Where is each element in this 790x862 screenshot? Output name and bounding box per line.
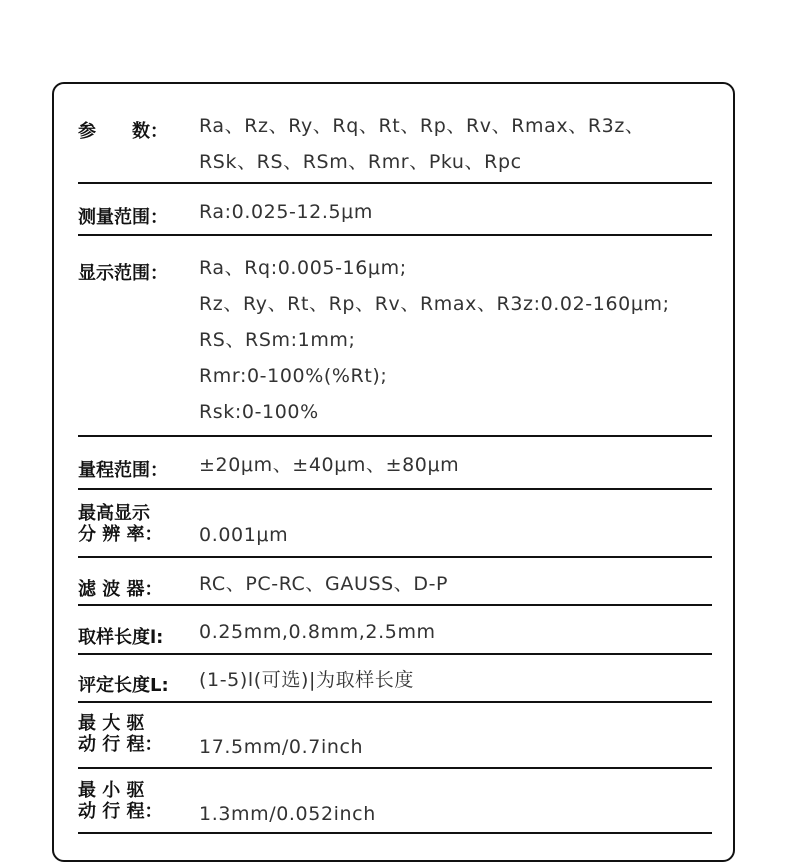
spec-value	[199, 447, 459, 483]
spec-label-line: 分 辨 率：	[78, 524, 163, 545]
spec-value-line: Rmr:0-100%(%Rt);	[199, 365, 388, 387]
spec-label: 显示范围：	[78, 263, 168, 284]
spec-value	[199, 108, 645, 180]
spec-label-line: 最 小 驱	[78, 780, 145, 801]
spec-value	[199, 517, 288, 553]
spec-value	[199, 194, 373, 230]
spec-label: 评定长度L:	[78, 675, 169, 696]
spec-value-line: Ra:0.025-12.5μm	[199, 201, 373, 223]
spec-label-line: 动 行 程：	[78, 734, 163, 755]
spec-label: 测量范围：	[78, 207, 168, 228]
row-divider	[78, 182, 712, 184]
row-divider	[78, 767, 712, 769]
spec-label: 量程范围：	[78, 460, 168, 481]
spec-label: 滤 波 器：	[78, 579, 163, 600]
spec-value-line: Ra、Rz、Ry、Rq、Rt、Rp、Rv、Rmax、R3z、	[199, 115, 645, 137]
spec-value-line: 0.001μm	[199, 524, 289, 546]
spec-value	[199, 614, 436, 650]
row-divider	[78, 435, 712, 437]
spec-value-line: Rz、Ry、Rt、Rp、Rv、Rmax、R3z:0.02-160μm;	[199, 293, 670, 315]
spec-value	[199, 729, 363, 765]
spec-label: 参 数：	[78, 121, 168, 142]
spec-value-line: RS、RSm:1mm;	[199, 329, 356, 351]
spec-label-line: 最 大 驱	[78, 713, 145, 734]
spec-value-line: (1-5)l(可选)|为取样长度	[199, 669, 414, 691]
row-divider	[78, 556, 712, 558]
spec-value-line: 17.5mm/0.7inch	[199, 736, 364, 758]
spec-value-line: 1.3mm/0.052inch	[199, 803, 376, 825]
spec-value-line: ±20μm、±40μm、±80μm	[199, 454, 460, 476]
spec-value	[199, 566, 448, 602]
spec-label-line: 最高显示	[78, 503, 150, 524]
row-divider	[78, 832, 712, 834]
spec-label	[78, 713, 163, 755]
spec-value-line: Ra、Rq:0.005-16μm;	[199, 257, 407, 279]
spec-label	[78, 780, 163, 822]
row-divider	[78, 701, 712, 703]
spec-label	[78, 503, 163, 545]
spec-value	[199, 796, 376, 832]
spec-value	[199, 662, 414, 698]
row-divider	[78, 653, 712, 655]
spec-value-line: 0.25mm,0.8mm,2.5mm	[199, 621, 436, 643]
spec-label-line: 动 行 程：	[78, 801, 163, 822]
row-divider	[78, 234, 712, 236]
spec-value-line: RC、PC-RC、GAUSS、D-P	[199, 573, 449, 595]
row-divider	[78, 604, 712, 606]
spec-label: 取样长度l:	[78, 627, 164, 648]
spec-value-line: RSk、RS、RSm、Rmr、Pku、Rpc	[199, 151, 522, 173]
spec-value-line: Rsk:0-100%	[199, 401, 319, 423]
row-divider	[78, 488, 712, 490]
spec-value	[199, 250, 670, 430]
